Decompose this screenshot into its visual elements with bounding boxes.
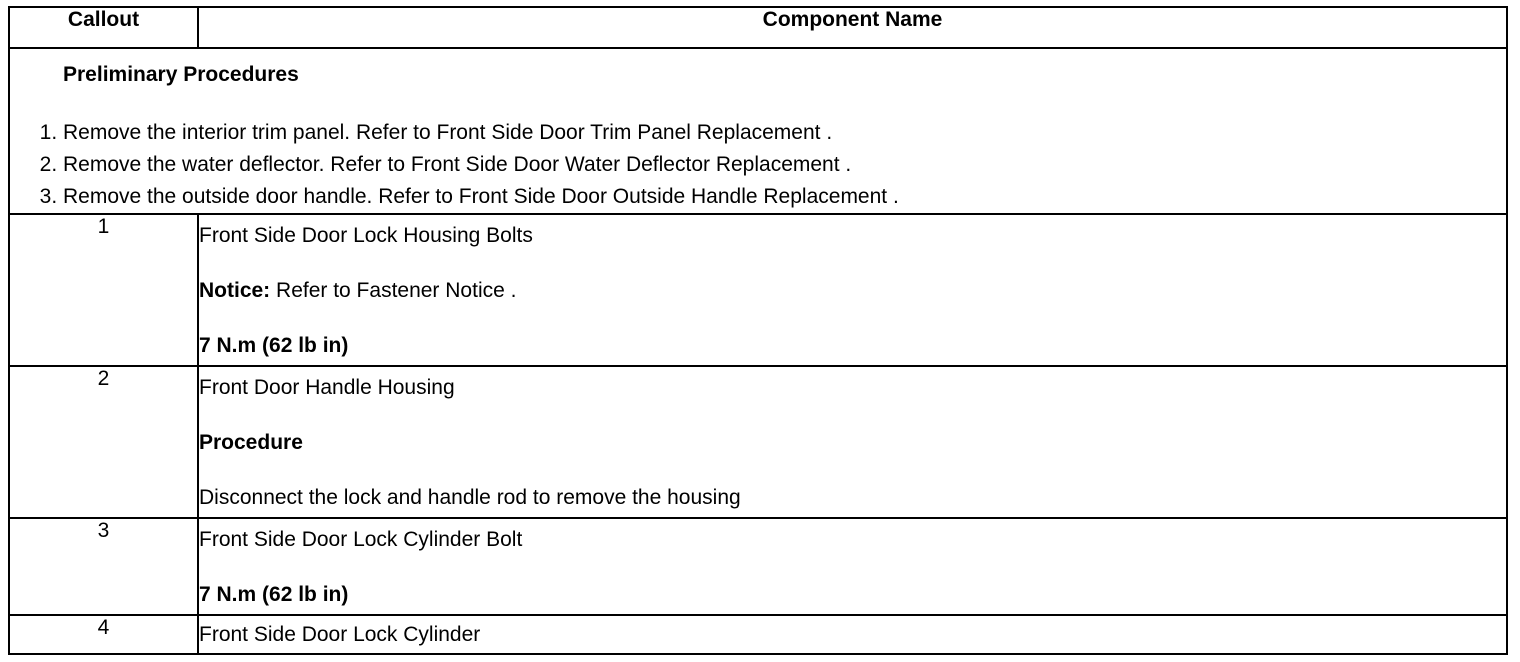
torque-spec: 7 N.m (62 lb in)	[199, 334, 349, 357]
notice-line	[199, 279, 1506, 303]
table-row	[9, 214, 1507, 366]
notice-label: Notice:	[199, 279, 271, 302]
preliminary-title: Preliminary Procedures	[63, 63, 299, 86]
component-cell	[198, 518, 1507, 615]
component-cell	[198, 615, 1507, 654]
preliminary-step: 2. Remove the water deflector. Refer to Front Side Door Water Deflector Replacement .	[63, 149, 1506, 181]
component-name: Front Side Door Lock Housing Bolts	[199, 224, 533, 247]
torque-spec: 7 N.m (62 lb in)	[199, 583, 349, 606]
component-name: Front Door Handle Housing	[199, 376, 455, 399]
table-row	[9, 615, 1507, 654]
callout-header: Callout	[9, 7, 198, 48]
callout-number: 1	[9, 214, 198, 366]
procedure-table	[8, 6, 1508, 655]
component-cell	[198, 366, 1507, 518]
component-cell	[198, 214, 1507, 366]
table-row	[9, 366, 1507, 518]
preliminary-step: 3. Remove the outside door handle. Refer to Front Side Door Outside Handle Replacement .	[63, 181, 1506, 213]
component-name: Front Side Door Lock Cylinder Bolt	[199, 528, 523, 551]
preliminary-cell	[9, 48, 1507, 214]
table-row	[9, 518, 1507, 615]
callout-number: 2	[9, 366, 198, 518]
notice-text: Refer to Fastener Notice .	[270, 279, 517, 302]
procedure-label: Procedure	[199, 431, 303, 454]
component-name-header: Component Name	[198, 7, 1507, 48]
preliminary-steps	[10, 117, 1506, 213]
preliminary-row	[9, 48, 1507, 214]
callout-number: 4	[9, 615, 198, 654]
callout-number: 3	[9, 518, 198, 615]
procedure-text: Disconnect the lock and handle rod to remove the housing	[199, 486, 741, 509]
header-row	[9, 7, 1507, 48]
preliminary-step: 1. Remove the interior trim panel. Refer to Front Side Door Trim Panel Replacement .	[63, 117, 1506, 149]
component-name: Front Side Door Lock Cylinder	[199, 622, 481, 646]
